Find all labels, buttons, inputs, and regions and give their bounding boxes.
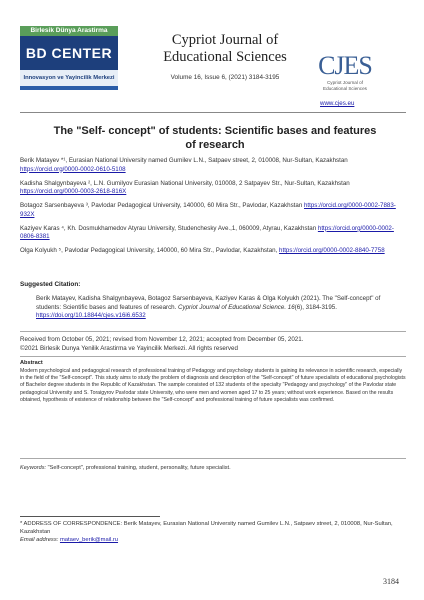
correspondence-address: * ADDRESS OF CORRESPONDENCE: Berik Matayev, Eurasian National University named Gumilev L.N., Satpaev street, 2, 010008, Nur-Sultan, Kazakhstan (20, 521, 393, 535)
received-dates (20, 336, 406, 353)
author-affiliation: Botagoz Sarsenbayeva ³, Pavlodar Pedagogical University, 140000, 60 Mira Str., Pavlodar, Kazakhstan (20, 202, 304, 210)
citation-text (36, 295, 406, 321)
header-divider (20, 112, 406, 113)
correspondence-email-line (20, 536, 406, 544)
orcid-link[interactable]: https://orcid.org/0000-0002-7883-932X (20, 202, 396, 218)
citation-issue: (6), 3184-3195. (294, 303, 337, 311)
author-entry (20, 202, 400, 219)
doi-link[interactable]: https://doi.org/10.18844/cjes.v16i6.6532 (36, 312, 146, 319)
page-number: 3184 (383, 577, 399, 586)
keywords-label: Keywords: (20, 465, 47, 471)
cjes-logo-text: CJES (318, 51, 372, 80)
citation-journal: Cypriot Journal of Educational Science. 16 (178, 303, 295, 311)
abstract-heading: Abstract (20, 360, 43, 366)
abstract-box (20, 356, 406, 459)
logo-strip (20, 86, 118, 90)
received-line: Received from October 05, 2021; revised from November 12, 2021; accepted from December 05, 2021. (20, 336, 304, 343)
footnote-divider (20, 516, 160, 517)
paper-title: The "Self- concept" of students: Scientific bases and features of research (53, 125, 377, 151)
journal-url-link[interactable]: www.cjes.eu (320, 100, 355, 107)
bd-center-logo (20, 26, 118, 96)
author-affiliation: Kadisha Shalgynbayeva ², L.N. Gumilyov Eurasian National University, 010008, 2 Satpayev Str., Nur-Sultan, Kazakhstan (20, 179, 350, 187)
logo-line3: Innovasyon ve Yayincilik Merkezi (20, 70, 118, 86)
keywords-text: "Self-concept", professional training, student, personality, future specialist. (46, 465, 231, 471)
abstract-text: Modern psychological and pedagogical research of professional training of Pedagogy and psychology students is gaining its relevance in scientific research, especially in the field of the "Self-concept". This study aims to study the problem of diagnosis and description of the "Self-concept" of future specialists of educational psychologists of Bachelor degree students in the Republic of Kazakhstan. The sample consisted of 132 students of the specialty "Pedagogy and psychology" of the Pavlodar state pedagogical University and S. Toraigyrov Pavlodar state University, who were men and women aged 17 to 25 years; without work experience. Based on the results obtained, hypothesis of existence of relationship between the "Self-concept" and professional training of future specialists was confirmed. (20, 368, 406, 403)
suggested-citation-heading: Suggested Citation: (20, 281, 81, 288)
author-entry (20, 157, 400, 174)
email-link[interactable]: mataev_berik@mail.ru (59, 537, 119, 543)
orcid-link[interactable]: https://orcid.org/0000-0002-8840-7758 (279, 247, 385, 255)
email-label: Email address: (20, 537, 60, 543)
journal-title: Cypriot Journal of Educational Sciences (163, 32, 287, 65)
author-affiliation: Kaziyev Karas ⁴, Kh. Dosmukhamedov Atyrau University, Studenchesky Ave.,1, 060009, Atyrau, Kazakhstan (20, 224, 318, 232)
author-entry (20, 225, 400, 242)
author-entry (20, 180, 400, 197)
correspondence-footnote (20, 520, 406, 544)
author-affiliation: Olga Kolyukh ⁵, Pavlodar Pedagogical University, 140000, 60 Mira Str., Pavlodar, Kazakhstan, (20, 247, 280, 255)
cjes-logo (316, 52, 374, 90)
copyright-line: ©2021 Birlesik Dunya Yenilik Arastirma ve Yayincilik Merkezi. All rights reserved (20, 344, 238, 352)
logo-line2: BD CENTER (20, 36, 118, 70)
orcid-link[interactable]: https://orcid.org/0000-0002-0610-5108 (20, 165, 126, 173)
keywords (20, 465, 406, 471)
logo-line1: Birlesik Dünya Arastirma (20, 26, 118, 36)
volume-line: Volume 16, Issue 6, (2021) 3184-3195 (170, 74, 280, 81)
author-list (20, 157, 400, 261)
cjes-logo-subtitle: Cypriot Journal of Educational Sciences (323, 80, 367, 91)
author-entry (20, 247, 400, 256)
orcid-link[interactable]: https://orcid.org/0000-0002-0806-8381 (20, 224, 394, 241)
citation-divider (20, 331, 406, 332)
author-affiliation: Berik Matayev *¹, Eurasian National University named Gumilev L.N., Satpaev street, 2, 010008, Nur-Sultan, Kazakhstan (20, 157, 348, 164)
orcid-link[interactable]: https://orcid.org/0000-0003-2618-816X (20, 188, 127, 196)
citation-body: Berik Matayev, Kadisha Shalgynbayeva, Botagoz Sarsenbayeva, Kaziyev Karas & Olga Kolyukh (2021). The "Self-concept" of students: Scientific bases and features of research. (36, 295, 381, 311)
